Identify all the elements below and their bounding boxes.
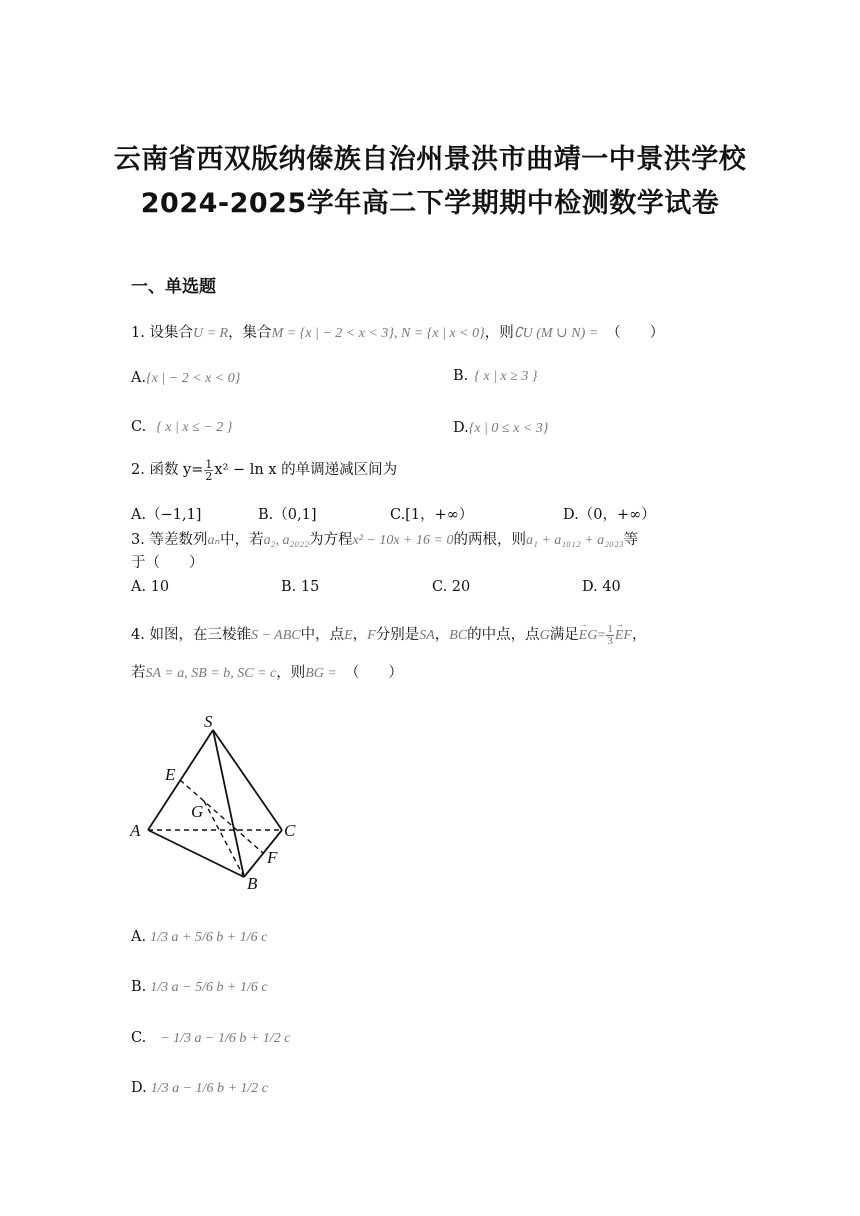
question-1-stem bbox=[131, 321, 664, 342]
q2-option-c: C.[1，+∞） bbox=[390, 507, 474, 523]
q1-target: ∁U (M ∪ N) = bbox=[513, 326, 599, 341]
option-text: 1/3 a − 1/6 b + 1/2 c bbox=[150, 1081, 268, 1096]
q2-option-d: D.（0，+∞） bbox=[563, 507, 656, 523]
option-text: {x | − 2 < x < 0} bbox=[146, 371, 241, 386]
q1-mid: ，集合 bbox=[228, 325, 272, 341]
option-text: 1/3 a + 5/6 b + 1/6 c bbox=[150, 930, 268, 945]
option-text: { x | x ≥ 3 } bbox=[474, 369, 538, 384]
q4-point-e: E bbox=[344, 628, 353, 643]
q4-vectors: SA = a, SB = b, SC = c bbox=[145, 666, 277, 681]
q4-part: ， bbox=[352, 627, 368, 643]
q4-part: ， bbox=[434, 627, 450, 643]
question-3-stem bbox=[131, 528, 638, 549]
question-2-stem bbox=[131, 458, 397, 482]
q1-option-a bbox=[131, 370, 240, 387]
q1-option-d bbox=[453, 420, 548, 437]
pyramid-figure bbox=[120, 705, 320, 895]
q1-option-c bbox=[131, 419, 232, 436]
q3-option-d: D. 40 bbox=[582, 579, 621, 595]
q3-option-b: B. 15 bbox=[281, 579, 320, 595]
frac-num: 1 bbox=[205, 457, 213, 471]
q4-point-g: G bbox=[539, 628, 550, 643]
q2-option-a: A.（−1,1] bbox=[131, 507, 202, 523]
option-label: A. bbox=[131, 929, 147, 945]
option-text: 1/3 a − 5/6 b + 1/6 c bbox=[150, 980, 268, 995]
q4-answer-blank: （ ） bbox=[344, 665, 403, 681]
q2-prefix: 2. 函数 y= bbox=[131, 462, 204, 478]
label-f: F bbox=[267, 848, 278, 867]
option-text: − 1/3 a − 1/6 b + 1/2 c bbox=[160, 1031, 291, 1046]
q4-part: 满足 bbox=[549, 627, 579, 643]
q3-option-c: C. 20 bbox=[432, 579, 471, 595]
q3-stem-line2: 于（ ） bbox=[131, 555, 204, 571]
q4-part: 中，点 bbox=[300, 627, 345, 643]
q3-sum: a₁ + a₁₀₁₂ + a₂₀₂₃ bbox=[525, 533, 624, 548]
q4-part: 4. 如图，在三棱锥 bbox=[131, 627, 251, 643]
q4-vec-ef: → EF bbox=[615, 628, 632, 644]
q3-part: 中，若 bbox=[220, 532, 264, 548]
q4-third: $\frac{1}{3}$ bbox=[607, 622, 613, 647]
option-label: C. bbox=[131, 1030, 147, 1046]
q3-roots: a₂, a₂₀₂₂ bbox=[263, 533, 309, 548]
q4-target: BG = bbox=[305, 666, 337, 681]
document-title-line1: 云南省西双版纳傣族自治州景洪市曲靖一中景洪学校 bbox=[113, 144, 747, 175]
question-4-stem bbox=[131, 623, 646, 647]
q4-part: ， bbox=[631, 627, 647, 643]
option-label: D. bbox=[131, 1080, 147, 1096]
label-b: B bbox=[247, 874, 258, 893]
q3-part: 3. 等差数列 bbox=[131, 532, 208, 548]
option-label: B. bbox=[131, 979, 147, 995]
q1-option-b bbox=[453, 368, 537, 385]
q4-option-d bbox=[131, 1080, 268, 1097]
section-heading: 一、单选题 bbox=[131, 277, 216, 297]
q4-seg-bc: BC bbox=[449, 628, 468, 643]
q2-option-b: B.（0,1] bbox=[258, 507, 317, 523]
q4-option-a bbox=[131, 929, 267, 946]
q4-part: 分别是 bbox=[375, 627, 420, 643]
option-text: {x | 0 ≤ x < 3} bbox=[468, 421, 549, 436]
q4-point-f: F bbox=[367, 628, 376, 643]
q1-then: ，则 bbox=[484, 325, 514, 341]
q3-sequence: aₙ bbox=[207, 533, 221, 548]
q2-rest: x² − ln x 的单调递减区间为 bbox=[214, 462, 398, 478]
q4-pyramid: S − ABC bbox=[250, 628, 301, 643]
question-4-stem-line2 bbox=[131, 661, 403, 682]
label-g: G bbox=[191, 802, 204, 821]
option-label: B. bbox=[453, 368, 469, 384]
q1-sets: M = {x | − 2 < x < 3}, N = {x | x < 0} bbox=[271, 326, 485, 341]
q4-vec-eg: → EG bbox=[579, 628, 598, 644]
option-text: { x | x ≤ − 2 } bbox=[156, 420, 233, 435]
option-label: C. bbox=[131, 419, 147, 435]
label-c: C bbox=[284, 821, 296, 840]
q3-part: 为方程 bbox=[308, 532, 353, 548]
q4-part: ，则 bbox=[276, 665, 306, 681]
q4-part: 若 bbox=[131, 665, 146, 681]
q1-universal-set: U = R bbox=[192, 326, 229, 341]
option-label: D. bbox=[453, 420, 469, 436]
q4-seg-sa: SA bbox=[419, 628, 435, 643]
q4-option-b bbox=[131, 979, 268, 996]
q4-part: 的中点，点 bbox=[467, 627, 540, 643]
q4-eq: = bbox=[597, 628, 606, 643]
q4-option-c bbox=[131, 1030, 290, 1047]
document-title-line2: 2024-2025学年高二下学期期中检测数学试卷 bbox=[140, 188, 720, 219]
frac-den: 2 bbox=[205, 469, 213, 483]
q3-option-a: A. 10 bbox=[131, 579, 170, 595]
label-a: A bbox=[130, 821, 141, 840]
q2-fraction bbox=[204, 459, 213, 482]
q3-equation: x² − 10x + 16 = 0 bbox=[352, 533, 454, 548]
option-label: A. bbox=[131, 370, 147, 386]
q1-prefix: 1. 设集合 bbox=[131, 325, 193, 341]
label-e: E bbox=[165, 765, 176, 784]
q1-answer-blank: （ ） bbox=[606, 325, 665, 341]
label-s: S bbox=[204, 712, 213, 731]
q3-part: 的两根，则 bbox=[453, 532, 526, 548]
q3-part: 等 bbox=[623, 532, 639, 548]
